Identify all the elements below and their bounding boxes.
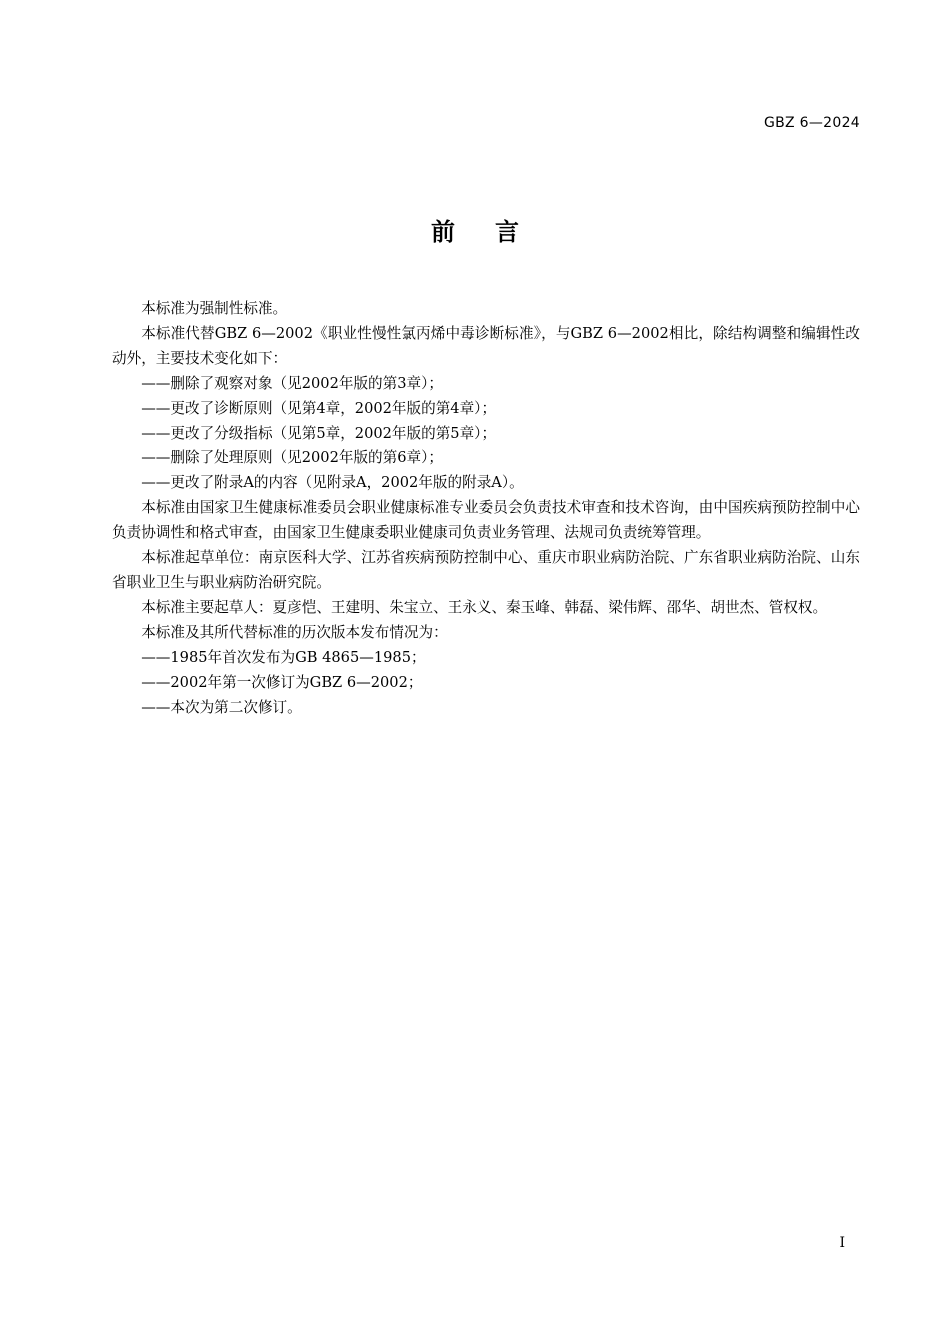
page-title: 前言 — [431, 218, 559, 246]
paragraph-replaces: 本标准代替GBZ 6—2002《职业性慢性氯丙烯中毒诊断标准》，与GBZ 6—2002相比，除结构调整和编辑性改动外，主要技术变化如下： — [112, 324, 860, 367]
paragraph-drafting-units: 本标准起草单位：南京医科大学、江苏省疾病预防控制中心、重庆市职业病防治院、广东省职业病防治院、山东省职业卫生与职业病防治研究院。 — [112, 549, 860, 591]
document-body — [112, 297, 860, 720]
standard-code: GBZ 6—2024 — [763, 115, 860, 131]
history-item: ——1985年首次发布为GB 4865—1985； — [141, 648, 426, 666]
change-item: ——更改了诊断原则（见第4章，2002年版的第4章）； — [141, 399, 497, 417]
history-item: ——2002年第一次修订为GBZ 6—2002； — [141, 673, 423, 691]
change-item: ——删除了观察对象（见2002年版的第3章）； — [141, 374, 444, 392]
change-item: ——更改了附录A的内容（见附录A，2002年版的附录A）。 — [141, 474, 524, 492]
change-item: ——更改了分级指标（见第5章，2002年版的第5章）； — [141, 424, 497, 442]
paragraph-history: 本标准及其所代替标准的历次版本发布情况为： — [141, 623, 448, 641]
change-item: ——删除了处理原则（见2002年版的第6章）； — [141, 449, 444, 467]
page-number: I — [839, 1235, 845, 1251]
paragraph-responsible: 本标准由国家卫生健康标准委员会职业健康标准专业委员会负责技术审查和技术咨询，由中国疾病预防控制中心负责协调性和格式审查，由国家卫生健康委职业健康司负责业务管理、法规司负责统筹管理。 — [112, 499, 860, 542]
history-item: ——本次为第二次修订。 — [141, 698, 302, 716]
paragraph-drafters: 本标准主要起草人：夏彦恺、王建明、朱宝立、王永义、秦玉峰、韩磊、梁伟辉、邵华、胡世杰、管权权。 — [141, 598, 828, 616]
paragraph-mandatory: 本标准为强制性标准。 — [141, 300, 288, 317]
